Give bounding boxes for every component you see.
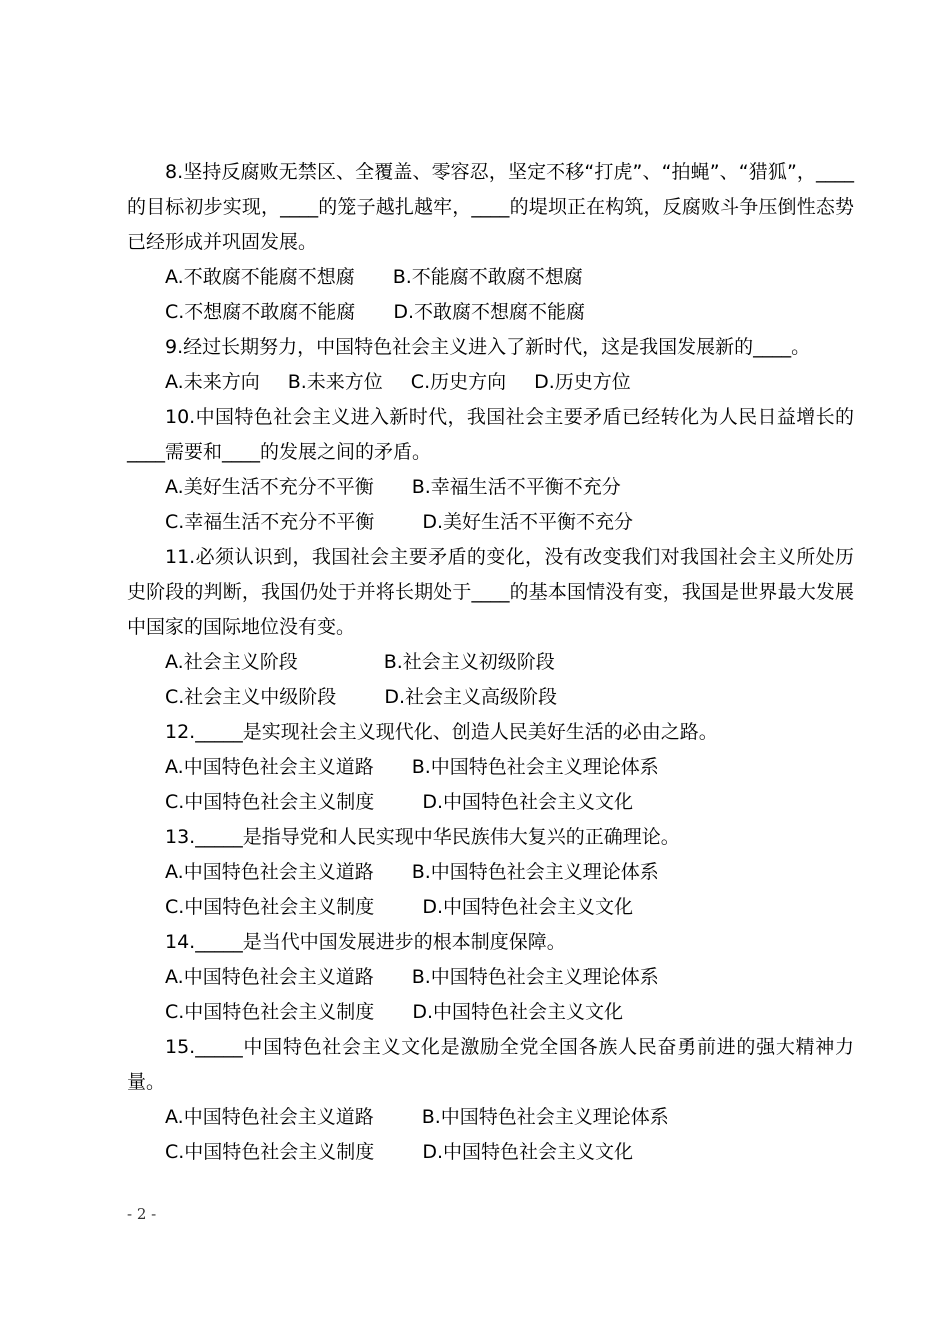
question-15-option-c: C.中国特色社会主义制度 xyxy=(165,1141,375,1163)
question-15-options-row-2 xyxy=(127,1135,854,1170)
question-8-option-b: B.不能腐不敢腐不想腐 xyxy=(392,266,583,288)
question-11-option-c: C.社会主义中级阶段 xyxy=(165,686,337,708)
question-12-options-row-2 xyxy=(127,785,854,820)
question-11-options-row-2 xyxy=(127,680,854,715)
question-8-stem: 8.坚持反腐败无禁区、全覆盖、零容忍，坚定不移“打虎”、“拍蝇”、“猎狐”，____的目标初步实现，____的笼子越扎越牢，____的堤坝正在构筑，反腐败斗争压倒性态势已经形成并巩固发展。 xyxy=(127,161,854,253)
question-14-option-c: C.中国特色社会主义制度 xyxy=(165,1001,375,1023)
question-15-option-a: A.中国特色社会主义道路 xyxy=(165,1106,374,1128)
question-10-option-a: A.美好生活不充分不平衡 xyxy=(165,476,374,498)
question-14-stem: 14._____是当代中国发展进步的根本制度保障。 xyxy=(165,931,566,953)
question-9-stem: 9.经过长期努力，中国特色社会主义进入了新时代，这是我国发展新的____。 xyxy=(165,336,811,358)
page-number: - 2 - xyxy=(127,1205,157,1223)
question-12-option-d: D.中国特色社会主义文化 xyxy=(422,791,633,813)
question-12-option-b: B.中国特色社会主义理论体系 xyxy=(411,756,659,778)
question-14-options-row-2 xyxy=(127,995,854,1030)
question-11-stem: 11.必须认识到，我国社会主要矛盾的变化，没有改变我们对我国社会主义所处历史阶段的判断，我国仍处于并将长期处于____的基本国情没有变，我国是世界最大发展中国家的国际地位没有变。 xyxy=(127,546,854,638)
question-10-option-c: C.幸福生活不充分不平衡 xyxy=(165,511,375,533)
question-15-options-row-1 xyxy=(127,1100,854,1135)
question-8-options-row-1 xyxy=(127,260,854,295)
question-9-option-b: B.未来方位 xyxy=(287,371,383,393)
question-10-options-row-1 xyxy=(127,470,854,505)
question-11-option-a: A.社会主义阶段 xyxy=(165,651,298,673)
question-10-option-d: D.美好生活不平衡不充分 xyxy=(422,511,633,533)
question-15-stem: 15._____中国特色社会主义文化是激励全党全国各族人民奋勇前进的强大精神力量。 xyxy=(127,1036,854,1093)
question-12-option-c: C.中国特色社会主义制度 xyxy=(165,791,375,813)
question-13-stem: 13._____是指导党和人民实现中华民族伟大复兴的正确理论。 xyxy=(165,826,680,848)
question-15-option-b: B.中国特色社会主义理论体系 xyxy=(421,1106,669,1128)
question-14-option-a: A.中国特色社会主义道路 xyxy=(165,966,374,988)
question-14-options-row-1 xyxy=(127,960,854,995)
question-9-option-c: C.历史方向 xyxy=(410,371,507,393)
question-12-stem: 12._____是实现社会主义现代化、创造人民美好生活的必由之路。 xyxy=(165,721,718,743)
question-9-option-a: A.未来方向 xyxy=(165,371,260,393)
question-10-option-b: B.幸福生活不平衡不充分 xyxy=(411,476,621,498)
question-13-option-c: C.中国特色社会主义制度 xyxy=(165,896,375,918)
question-9-option-d: D.历史方位 xyxy=(534,371,631,393)
question-12-option-a: A.中国特色社会主义道路 xyxy=(165,756,374,778)
question-13-option-d: D.中国特色社会主义文化 xyxy=(422,896,633,918)
question-11-option-d: D.社会主义高级阶段 xyxy=(384,686,557,708)
question-14-option-b: B.中国特色社会主义理论体系 xyxy=(411,966,659,988)
question-8-option-d: D.不敢腐不想腐不能腐 xyxy=(393,301,585,323)
question-10-options-row-2 xyxy=(127,505,854,540)
question-13-option-b: B.中国特色社会主义理论体系 xyxy=(411,861,659,883)
question-10-stem: 10.中国特色社会主义进入新时代，我国社会主要矛盾已经转化为人民日益增长的____需要和____的发展之间的矛盾。 xyxy=(127,406,854,463)
question-11-options-row-1 xyxy=(127,645,854,680)
question-13-options-row-2 xyxy=(127,890,854,925)
question-13-option-a: A.中国特色社会主义道路 xyxy=(165,861,374,883)
question-14-option-d: D.中国特色社会主义文化 xyxy=(412,1001,623,1023)
question-9-options-row xyxy=(127,365,854,400)
question-8-option-c: C.不想腐不敢腐不能腐 xyxy=(165,301,356,323)
question-list xyxy=(127,155,854,1170)
question-15-option-d: D.中国特色社会主义文化 xyxy=(422,1141,633,1163)
question-12-options-row-1 xyxy=(127,750,854,785)
question-8-options-row-2 xyxy=(127,295,854,330)
question-11-option-b: B.社会主义初级阶段 xyxy=(383,651,555,673)
question-13-options-row-1 xyxy=(127,855,854,890)
question-8-option-a: A.不敢腐不能腐不想腐 xyxy=(165,266,355,288)
